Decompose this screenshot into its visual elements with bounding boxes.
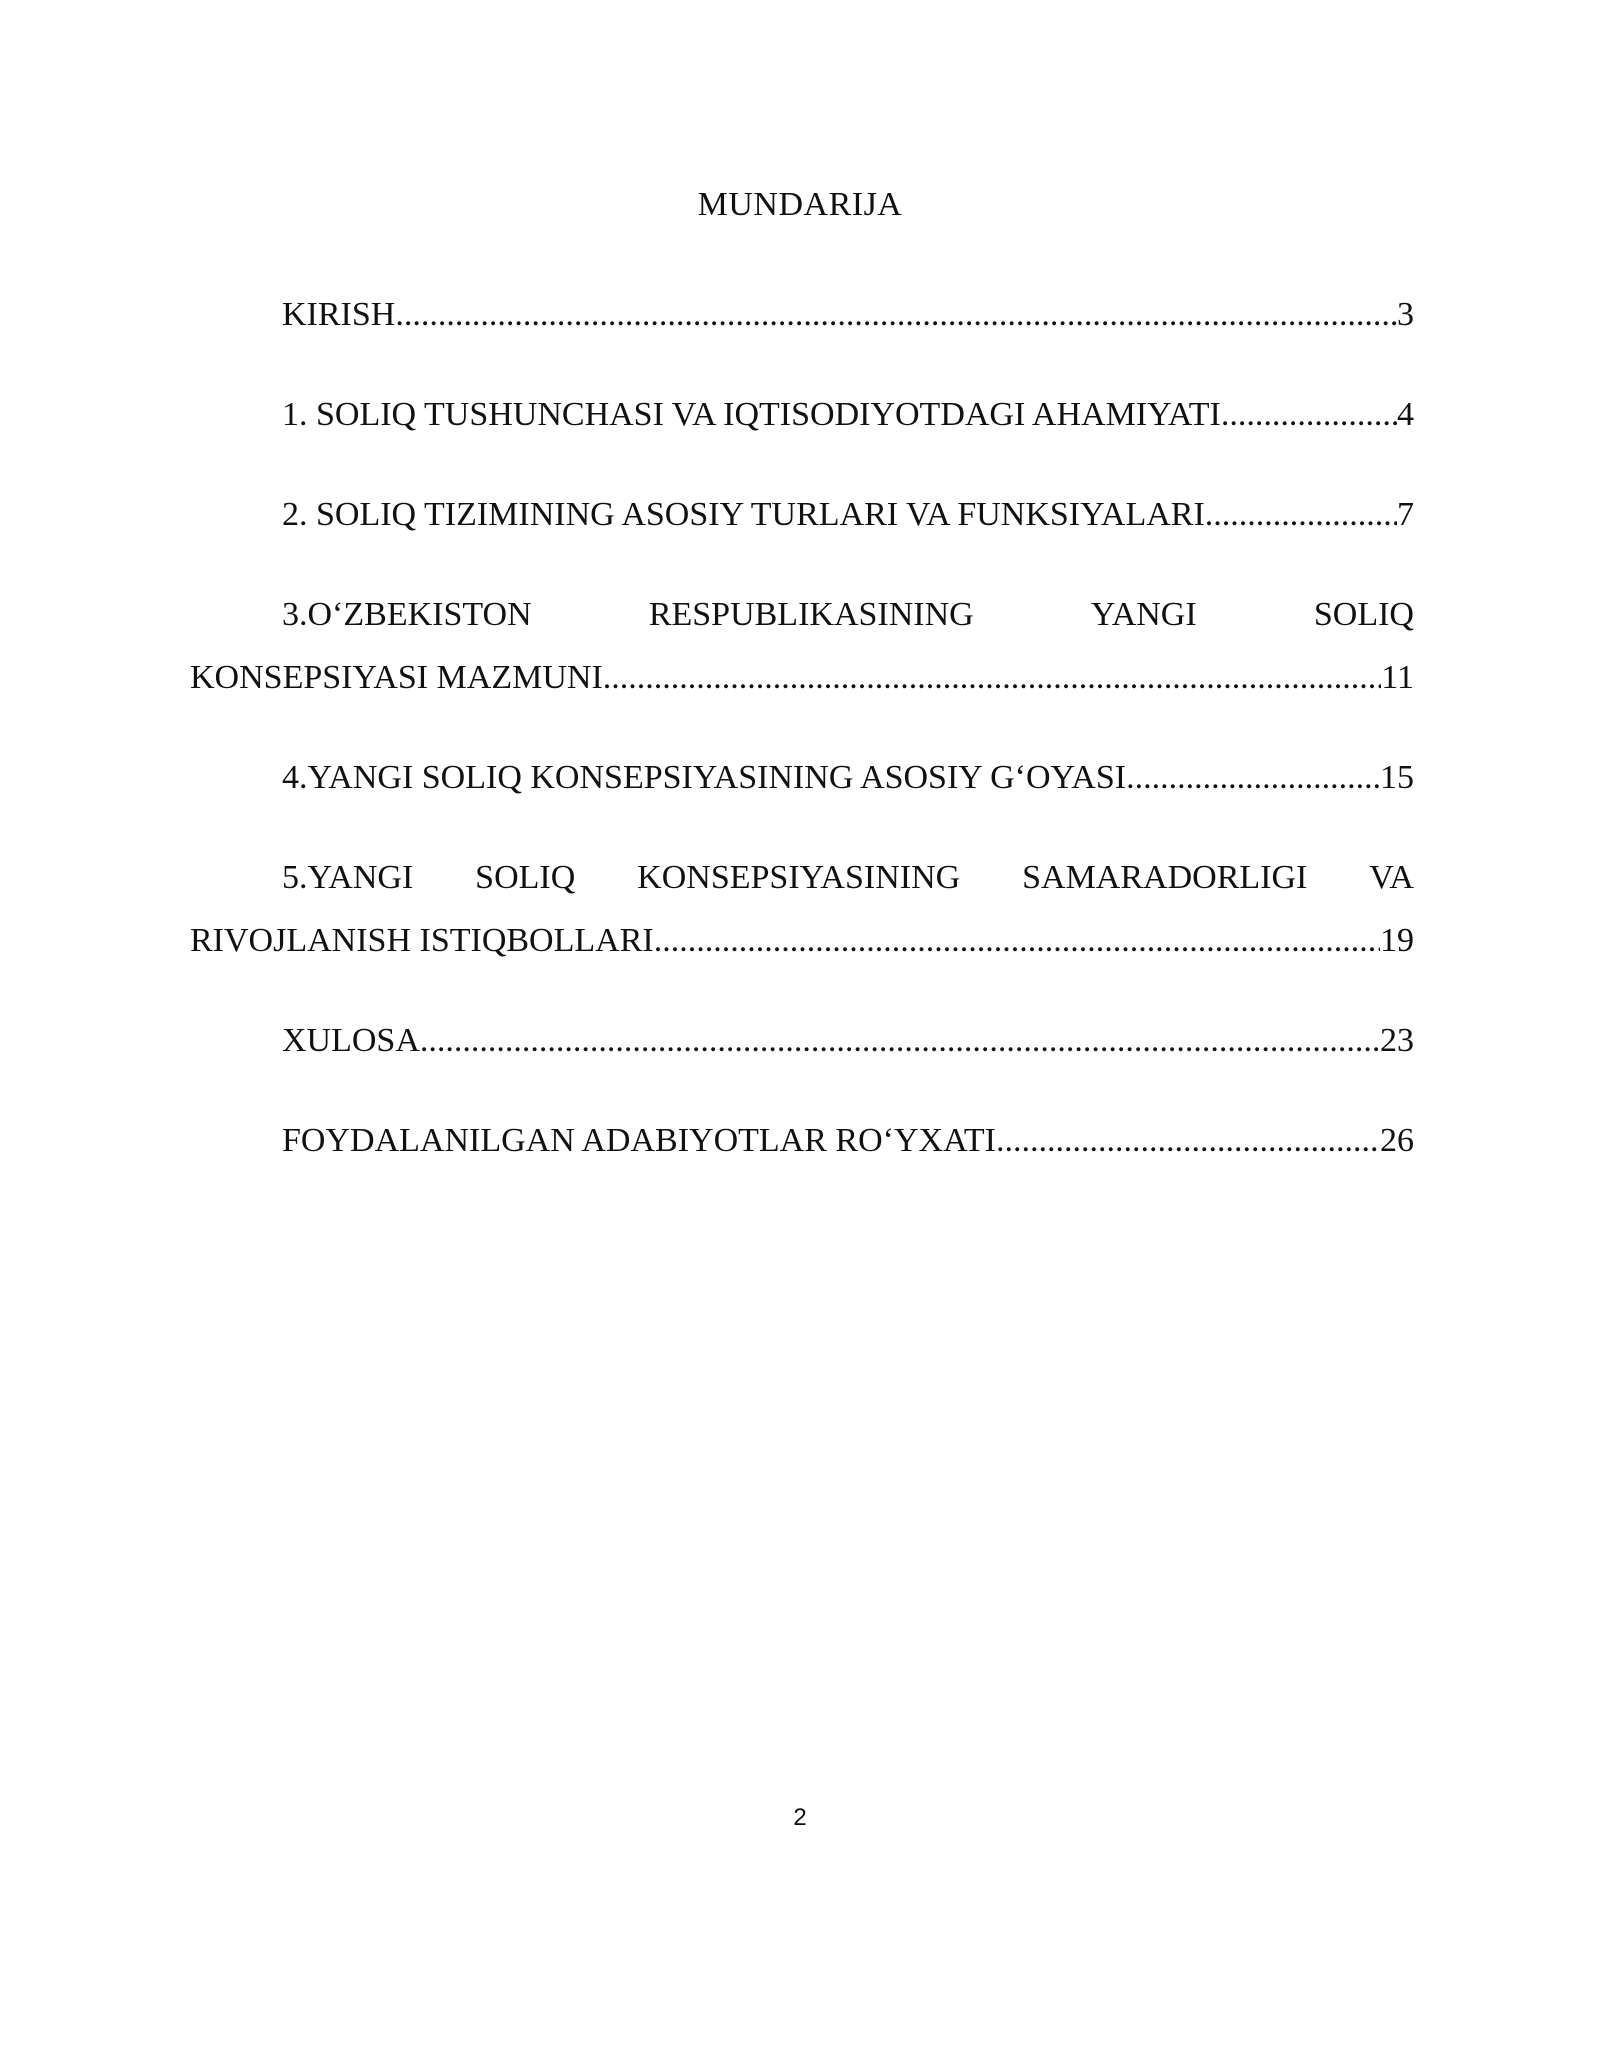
toc-entry-label: 4.YANGI SOLIQ KONSEPSIYASINING ASOSIY G‘OYASI [282, 759, 1127, 796]
toc-entry-page: 19 [1380, 922, 1414, 959]
table-of-contents [190, 283, 1414, 1209]
toc-entry-word: SAMARADORLIGI [1022, 859, 1308, 896]
toc-entry[interactable] [190, 846, 1414, 972]
toc-entry[interactable] [190, 1109, 1414, 1172]
toc-entry-first-line [190, 846, 1414, 909]
dot-leader [1221, 383, 1397, 446]
toc-entry-word: 3.O‘ZBEKISTON [282, 596, 532, 633]
toc-entry-word: SOLIQ [1313, 596, 1414, 633]
toc-entry-label: RIVOJLANISH ISTIQBOLLARI [190, 922, 654, 959]
dot-leader [654, 909, 1380, 972]
toc-entry-page: 23 [1380, 1022, 1414, 1059]
toc-entry-page: 11 [1381, 659, 1414, 696]
dot-leader [420, 1009, 1380, 1072]
toc-entry-page: 3 [1397, 296, 1414, 333]
toc-entry-word: VA [1369, 859, 1414, 896]
toc-entry[interactable] [190, 483, 1414, 546]
dot-leader [603, 646, 1381, 709]
toc-entry-page: 15 [1380, 759, 1414, 796]
toc-entry-page: 26 [1380, 1122, 1414, 1159]
page-number: 2 [793, 1804, 807, 1831]
toc-entry-label: 1. SOLIQ TUSHUNCHASI VA IQTISODIYOTDAGI AHAMIYATI [282, 396, 1221, 433]
toc-entry-word: SOLIQ [475, 859, 576, 896]
toc-entry-label: KIRISH [282, 296, 396, 333]
toc-entry-word: RESPUBLIKASINING [648, 596, 974, 633]
toc-title: MUNDARIJA [697, 186, 903, 223]
dot-leader [996, 1109, 1380, 1172]
toc-entry-page: 7 [1397, 496, 1414, 533]
toc-entry-label: 2. SOLIQ TIZIMINING ASOSIY TURLARI VA FUNKSIYALARI [282, 496, 1205, 533]
dot-leader [395, 283, 1397, 346]
toc-entry-label: XULOSA [282, 1022, 420, 1059]
toc-entry-page: 4 [1397, 396, 1414, 433]
toc-entry-word: 5.YANGI [282, 859, 414, 896]
toc-entry-word: YANGI [1090, 596, 1197, 633]
toc-entry[interactable] [190, 283, 1414, 346]
toc-entry-label: FOYDALANILGAN ADABIYOTLAR RO‘YXATI [282, 1122, 996, 1159]
toc-entry[interactable] [190, 583, 1414, 709]
toc-entry-word: KONSEPSIYASINING [637, 859, 961, 896]
toc-entry-label: KONSEPSIYASI MAZMUNI [190, 659, 603, 696]
toc-entry-first-line [190, 583, 1414, 646]
dot-leader [1205, 483, 1397, 546]
toc-entry[interactable] [190, 746, 1414, 809]
toc-entry[interactable] [190, 383, 1414, 446]
toc-entry[interactable] [190, 1009, 1414, 1072]
dot-leader [1126, 746, 1380, 809]
